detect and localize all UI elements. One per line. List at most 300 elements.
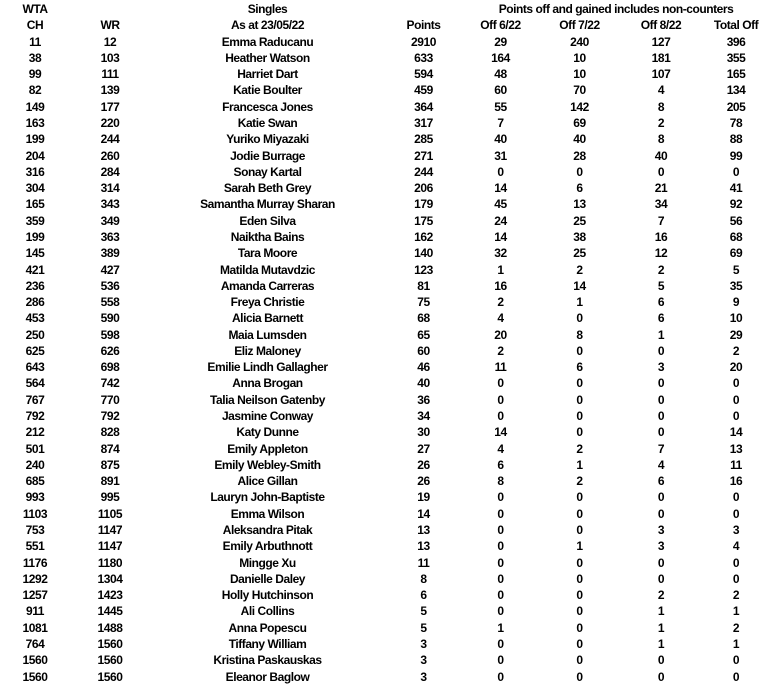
cell-off-8-22: 7	[657, 441, 665, 456]
cell-off-6-22: 8	[497, 474, 504, 489]
cell-off-6-22: 32	[494, 246, 507, 261]
column-header-wr: WR	[100, 18, 120, 33]
cell-ch: 99	[28, 67, 42, 82]
cell-off-6-22: 48	[494, 67, 507, 82]
header-points-note: Points off and gained includes non-counters	[498, 2, 734, 16]
cell-ch: 1103	[22, 506, 48, 521]
table-row	[0, 262, 770, 278]
cell-wr: 284	[100, 164, 120, 179]
cell-total-off: 4	[732, 539, 740, 554]
cell-wr: 792	[100, 409, 120, 424]
cell-wr: 349	[100, 213, 120, 228]
cell-ch: 316	[25, 164, 45, 179]
cell-total-off: 0	[732, 490, 740, 505]
cell-total-off: 11	[730, 457, 742, 472]
cell-off-6-22: 2	[497, 295, 504, 310]
cell-player: Alice Gillan	[237, 474, 298, 489]
cell-player: Jasmine Conway	[221, 409, 314, 424]
cell-ch: 421	[25, 262, 45, 277]
cell-off-6-22: 0	[497, 555, 504, 570]
cell-player: Sonay Kartal	[233, 164, 302, 179]
rankings-table	[0, 1, 770, 685]
cell-total-off: 88	[729, 132, 743, 147]
cell-points: 123	[414, 262, 433, 277]
cell-off-8-22: 107	[651, 67, 671, 82]
cell-wr: 558	[100, 295, 120, 310]
table-row	[0, 310, 770, 326]
cell-total-off: 56	[729, 213, 743, 228]
table-row	[0, 489, 770, 505]
cell-ch: 764	[25, 636, 45, 651]
cell-off-8-22: 40	[654, 148, 668, 163]
cell-off-8-22: 1	[657, 620, 665, 635]
cell-player: Naiktha Bains	[230, 229, 305, 244]
cell-total-off: 69	[729, 246, 743, 261]
cell-wr: 828	[100, 425, 120, 440]
cell-off-6-22: 164	[491, 50, 510, 65]
cell-off-6-22: 4	[497, 311, 504, 326]
table-row	[0, 213, 770, 229]
cell-ch: 236	[25, 278, 45, 293]
table-row	[0, 50, 770, 66]
cell-points: 14	[417, 506, 430, 521]
cell-off-8-22: 0	[657, 425, 665, 440]
column-header-as-at-date: As at 23/05/22	[230, 18, 305, 33]
cell-off-6-22: 0	[497, 571, 504, 586]
cell-off-8-22: 6	[657, 474, 665, 489]
cell-points: 244	[414, 164, 433, 179]
table-row	[0, 506, 770, 522]
cell-off-8-22: 0	[657, 164, 665, 179]
cell-points: 13	[417, 539, 430, 554]
cell-off-8-22: 0	[657, 409, 665, 424]
cell-off-7-22: 13	[573, 197, 586, 212]
cell-wr: 314	[100, 181, 120, 196]
cell-ch: 1257	[22, 588, 48, 603]
cell-points: 68	[417, 311, 430, 326]
cell-off-6-22: 1	[497, 262, 504, 277]
cell-off-6-22: 0	[497, 164, 504, 179]
cell-off-8-22: 127	[651, 34, 671, 49]
cell-points: 3	[420, 669, 427, 684]
cell-total-off: 0	[732, 555, 740, 570]
table-row	[0, 115, 770, 131]
cell-points: 5	[420, 620, 427, 635]
cell-total-off: 396	[726, 34, 746, 49]
table-row	[0, 636, 770, 652]
cell-total-off: 0	[732, 653, 740, 668]
cell-player: Freya Christie	[230, 295, 305, 310]
cell-ch: 250	[25, 327, 45, 342]
cell-off-6-22: 0	[497, 523, 504, 537]
cell-off-7-22: 0	[576, 588, 583, 603]
cell-wr: 244	[100, 132, 120, 147]
table-row	[0, 603, 770, 619]
cell-ch: 165	[25, 197, 45, 212]
cell-total-off: 0	[732, 669, 740, 684]
header-columns-row	[0, 17, 770, 33]
table-row	[0, 571, 770, 587]
cell-off-8-22: 3	[657, 539, 665, 554]
cell-total-off: 134	[726, 83, 746, 98]
cell-wr: 536	[100, 278, 120, 293]
cell-player: Emily Webley-Smith	[214, 457, 321, 472]
cell-total-off: 0	[732, 376, 740, 391]
cell-off-8-22: 4	[657, 83, 665, 98]
table-row	[0, 180, 770, 196]
cell-off-8-22: 2	[657, 115, 665, 130]
cell-off-8-22: 7	[657, 213, 665, 228]
cell-wr: 1304	[97, 571, 123, 586]
cell-off-7-22: 25	[573, 213, 586, 228]
table-row	[0, 131, 770, 147]
cell-points: 65	[417, 327, 430, 342]
cell-total-off: 355	[726, 50, 746, 65]
cell-ch: 625	[25, 343, 45, 358]
cell-points: 633	[414, 50, 433, 65]
cell-wr: 12	[103, 34, 117, 49]
cell-total-off: 205	[726, 99, 746, 114]
cell-total-off: 5	[732, 262, 740, 277]
cell-wr: 111	[101, 67, 119, 82]
cell-off-8-22: 0	[657, 490, 665, 505]
cell-player: Katie Boulter	[233, 83, 302, 98]
cell-wr: 177	[100, 99, 120, 114]
cell-wr: 875	[100, 457, 120, 472]
cell-off-7-22: 14	[573, 278, 586, 293]
cell-ch: 1560	[22, 653, 48, 668]
cell-wr: 598	[100, 327, 120, 342]
cell-wr: 1147	[97, 523, 123, 537]
cell-ch: 685	[25, 474, 45, 489]
cell-off-7-22: 0	[576, 636, 583, 651]
cell-wr: 874	[100, 441, 120, 456]
cell-wr: 1147	[97, 539, 123, 554]
cell-off-7-22: 0	[576, 653, 583, 668]
cell-off-7-22: 69	[573, 115, 586, 130]
cell-ch: 1560	[22, 669, 48, 684]
cell-off-8-22: 2	[657, 588, 665, 603]
cell-player: Emily Arbuthnott	[222, 539, 313, 554]
cell-ch: 38	[28, 50, 42, 65]
cell-off-8-22: 12	[654, 246, 668, 261]
cell-off-6-22: 0	[497, 409, 504, 424]
cell-wr: 103	[100, 50, 120, 65]
cell-off-6-22: 24	[494, 213, 507, 228]
cell-off-7-22: 0	[576, 604, 583, 619]
cell-off-6-22: 60	[494, 83, 507, 98]
cell-points: 179	[414, 197, 433, 212]
cell-player: Heather Watson	[225, 50, 310, 65]
cell-player: Samantha Murray Sharan	[200, 197, 335, 212]
table-body	[0, 34, 770, 685]
cell-total-off: 1	[732, 604, 740, 619]
cell-wr: 1488	[97, 620, 123, 635]
cell-total-off: 92	[729, 197, 743, 212]
cell-off-6-22: 0	[497, 539, 504, 554]
cell-points: 19	[417, 490, 430, 505]
cell-off-7-22: 0	[576, 409, 583, 424]
cell-points: 3	[420, 653, 427, 668]
cell-total-off: 9	[732, 295, 740, 310]
cell-wr: 1105	[97, 506, 123, 521]
cell-total-off: 10	[729, 311, 743, 326]
cell-off-8-22: 16	[654, 229, 668, 244]
cell-points: 40	[417, 376, 430, 391]
cell-off-7-22: 6	[576, 360, 583, 375]
cell-player: Emilie Lindh Gallagher	[207, 360, 328, 375]
cell-player: Eleanor Baglow	[225, 669, 310, 684]
table-row	[0, 327, 770, 343]
cell-ch: 199	[25, 132, 45, 147]
table-header	[0, 1, 770, 34]
cell-points: 3	[420, 636, 427, 651]
cell-player: Sarah Beth Grey	[223, 181, 312, 196]
cell-off-7-22: 0	[576, 523, 583, 537]
table-row	[0, 375, 770, 391]
cell-ch: 993	[25, 490, 45, 505]
cell-wr: 1423	[97, 588, 123, 603]
cell-player: Francesca Jones	[222, 99, 313, 114]
cell-points: 5	[420, 604, 427, 619]
table-row	[0, 408, 770, 424]
cell-wr: 139	[100, 83, 120, 98]
table-row	[0, 164, 770, 180]
cell-wr: 770	[100, 392, 120, 407]
cell-off-6-22: 45	[494, 197, 507, 212]
cell-total-off: 13	[729, 441, 743, 456]
table-row	[0, 294, 770, 310]
cell-player: Jodie Burrage	[230, 148, 305, 163]
cell-ch: 145	[25, 246, 45, 261]
cell-points: 2910	[411, 34, 436, 49]
cell-total-off: 0	[732, 409, 740, 424]
cell-points: 140	[414, 246, 433, 261]
table-row	[0, 620, 770, 636]
column-header-ch: CH	[26, 18, 44, 33]
cell-off-6-22: 0	[497, 588, 504, 603]
cell-ch: 767	[25, 392, 45, 407]
cell-off-7-22: 1	[576, 539, 583, 554]
cell-ch: 753	[25, 523, 45, 537]
cell-off-8-22: 0	[657, 376, 665, 391]
table-row	[0, 555, 770, 571]
cell-total-off: 99	[729, 148, 743, 163]
header-blank-1	[70, 1, 150, 17]
table-row	[0, 66, 770, 82]
cell-total-off: 1	[732, 636, 740, 651]
column-header-total-off: Total Off	[713, 18, 759, 33]
cell-ch: 11	[29, 34, 41, 49]
cell-off-6-22: 0	[497, 653, 504, 668]
cell-total-off: 0	[732, 164, 740, 179]
cell-off-8-22: 4	[657, 457, 665, 472]
cell-player: Amanda Carreras	[220, 278, 315, 293]
cell-total-off: 78	[729, 115, 743, 130]
cell-wr: 626	[100, 343, 120, 358]
table-row	[0, 196, 770, 212]
cell-ch: 1176	[22, 555, 48, 570]
table-row	[0, 148, 770, 164]
table-row	[0, 441, 770, 457]
cell-ch: 359	[25, 213, 45, 228]
cell-points: 317	[414, 115, 433, 130]
cell-off-6-22: 11	[494, 360, 507, 375]
cell-total-off: 0	[732, 571, 740, 586]
cell-total-off: 165	[726, 67, 746, 82]
cell-off-7-22: 0	[576, 571, 583, 586]
cell-off-6-22: 2	[497, 343, 504, 358]
cell-off-6-22: 0	[497, 669, 504, 684]
cell-ch: 1292	[22, 571, 48, 586]
cell-off-7-22: 0	[576, 506, 583, 521]
cell-player: Danielle Daley	[229, 571, 306, 586]
cell-total-off: 29	[729, 327, 743, 342]
cell-off-7-22: 2	[576, 474, 583, 489]
cell-points: 162	[414, 229, 433, 244]
cell-player: Harriet Dart	[237, 67, 298, 82]
cell-off-6-22: 0	[497, 604, 504, 619]
cell-ch: 199	[25, 229, 45, 244]
cell-wr: 590	[100, 311, 120, 326]
cell-off-7-22: 70	[573, 83, 586, 98]
table-row	[0, 392, 770, 408]
cell-total-off: 0	[732, 506, 740, 521]
cell-off-7-22: 10	[573, 50, 586, 65]
cell-off-6-22: 7	[497, 115, 504, 130]
cell-wr: 427	[100, 262, 120, 277]
cell-off-8-22: 1	[657, 636, 665, 651]
cell-ch: 792	[25, 409, 45, 424]
cell-off-7-22: 40	[573, 132, 586, 147]
cell-points: 75	[417, 295, 430, 310]
cell-player: Talia Neilson Gatenby	[209, 392, 326, 407]
cell-points: 34	[417, 409, 430, 424]
cell-off-6-22: 14	[494, 425, 507, 440]
cell-points: 175	[414, 213, 433, 228]
cell-off-7-22: 0	[576, 555, 583, 570]
cell-player: Lauryn John-Baptiste	[210, 490, 325, 505]
cell-off-6-22: 29	[494, 34, 507, 49]
cell-points: 11	[417, 555, 430, 570]
cell-points: 26	[417, 457, 430, 472]
cell-off-7-22: 0	[576, 164, 583, 179]
cell-points: 6	[420, 588, 427, 603]
cell-off-7-22: 2	[576, 441, 583, 456]
cell-total-off: 2	[732, 343, 740, 358]
cell-off-7-22: 28	[573, 148, 586, 163]
cell-wr: 220	[100, 115, 120, 130]
cell-off-7-22: 142	[570, 99, 589, 114]
cell-player: Tiffany William	[228, 636, 307, 651]
cell-ch: 212	[25, 425, 45, 440]
cell-off-7-22: 0	[576, 376, 583, 391]
cell-wr: 389	[100, 246, 120, 261]
cell-wr: 363	[100, 229, 120, 244]
cell-off-7-22: 0	[576, 620, 583, 635]
cell-player: Aleksandra Pitak	[222, 523, 313, 537]
header-wta-label: WTA	[22, 2, 48, 16]
cell-player: Mingge Xu	[239, 555, 296, 570]
table-row	[0, 278, 770, 294]
cell-player: Emily Appleton	[227, 441, 308, 456]
cell-points: 206	[414, 181, 433, 196]
cell-off-8-22: 0	[657, 555, 665, 570]
cell-off-6-22: 0	[497, 636, 504, 651]
cell-off-8-22: 0	[657, 653, 665, 668]
cell-off-6-22: 0	[497, 490, 504, 505]
cell-player: Anna Brogan	[232, 376, 303, 391]
cell-wr: 1445	[97, 604, 123, 619]
cell-player: Eden Silva	[239, 213, 296, 228]
cell-off-7-22: 0	[576, 392, 583, 407]
cell-player: Anna Popescu	[228, 620, 307, 635]
cell-off-6-22: 40	[494, 132, 507, 147]
cell-wr: 742	[100, 376, 120, 391]
cell-ch: 163	[25, 115, 45, 130]
table-row	[0, 245, 770, 261]
table-row	[0, 229, 770, 245]
cell-off-8-22: 34	[654, 197, 668, 212]
cell-off-8-22: 181	[651, 50, 671, 65]
cell-player: Holly Hutchinson	[221, 588, 314, 603]
cell-points: 30	[417, 425, 430, 440]
cell-off-8-22: 5	[657, 278, 665, 293]
cell-off-6-22: 0	[497, 392, 504, 407]
cell-off-6-22: 55	[494, 99, 507, 114]
cell-points: 46	[417, 360, 430, 375]
cell-player: Alicia Barnett	[231, 311, 304, 326]
cell-points: 27	[417, 441, 430, 456]
cell-points: 36	[417, 392, 430, 407]
cell-off-7-22: 2	[576, 262, 583, 277]
cell-off-7-22: 1	[576, 457, 583, 472]
table-row	[0, 34, 770, 50]
table-row	[0, 424, 770, 440]
cell-ch: 240	[25, 457, 45, 472]
cell-off-7-22: 6	[576, 181, 583, 196]
cell-player: Kristina Paskauskas	[213, 653, 322, 668]
cell-ch: 501	[25, 441, 45, 456]
cell-off-8-22: 1	[657, 327, 665, 342]
cell-off-6-22: 20	[494, 327, 507, 342]
cell-total-off: 41	[729, 181, 743, 196]
header-title-row	[0, 1, 770, 17]
cell-off-7-22: 0	[576, 343, 583, 358]
table-row	[0, 343, 770, 359]
cell-off-6-22: 16	[494, 278, 507, 293]
cell-off-8-22: 0	[657, 343, 665, 358]
table-row	[0, 652, 770, 668]
cell-off-8-22: 0	[657, 669, 665, 684]
column-header-points: Points	[406, 18, 441, 33]
cell-player: Eliz Maloney	[234, 343, 301, 358]
cell-off-7-22: 10	[573, 67, 586, 82]
table-row	[0, 669, 770, 685]
cell-ch: 551	[25, 539, 45, 554]
cell-points: 459	[414, 83, 433, 98]
cell-points: 60	[417, 343, 430, 358]
table-row	[0, 587, 770, 603]
column-header-off-6-22: Off 6/22	[480, 18, 521, 33]
cell-total-off: 2	[732, 588, 740, 603]
cell-off-8-22: 6	[657, 311, 665, 326]
cell-off-7-22: 240	[570, 34, 589, 49]
cell-total-off: 20	[729, 360, 743, 375]
cell-off-6-22: 14	[494, 181, 507, 196]
cell-points: 81	[417, 278, 430, 293]
cell-total-off: 3	[732, 523, 740, 537]
